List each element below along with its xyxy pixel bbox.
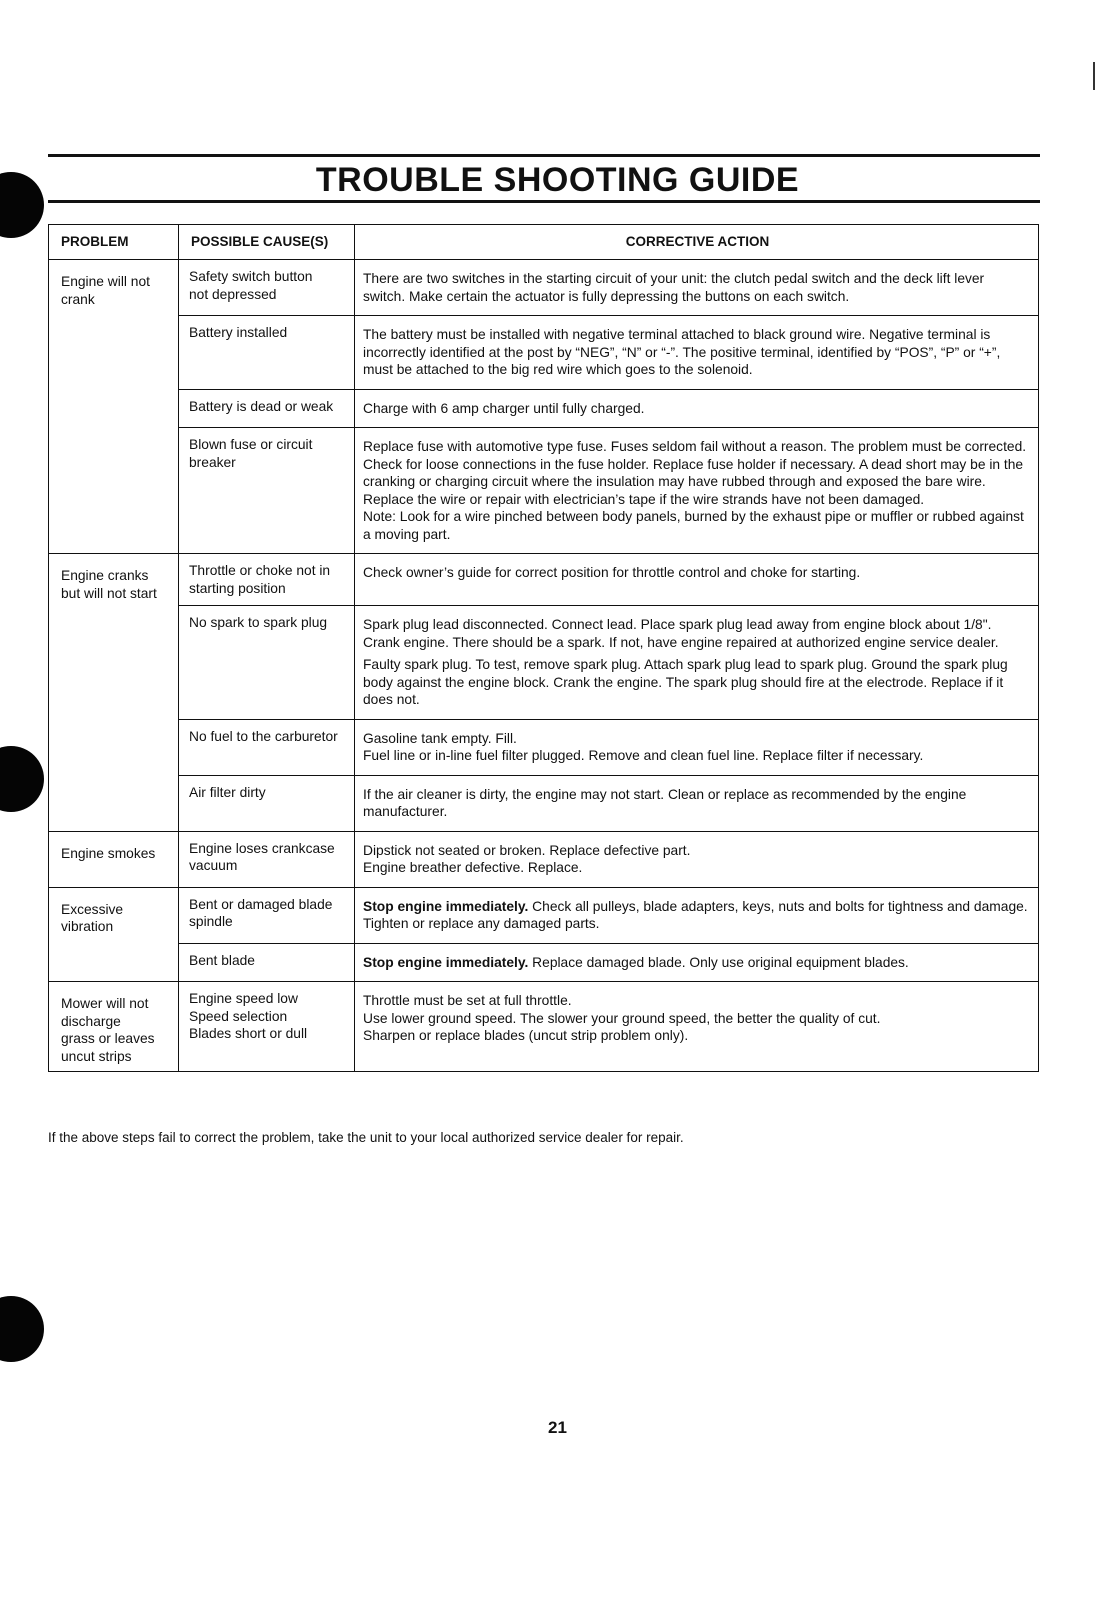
action-text: Note: Look for a wire pinched between body panels, burned by the exhaust pipe or muffler or rubbed against a moving part.	[363, 509, 1024, 542]
cause-text: Bent or damaged blade	[189, 896, 333, 912]
problem-text: Mower will not	[61, 996, 149, 1011]
table-row	[49, 260, 1039, 316]
header-problem: PROBLEM	[49, 225, 179, 260]
action-cell	[355, 554, 1039, 606]
cause-text: breaker	[189, 454, 236, 470]
title-rule-bottom	[48, 200, 1040, 203]
cause-text: No fuel to the carburetor	[189, 728, 338, 744]
action-text: Check owner’s guide for correct position for throttle control and choke for starting.	[363, 565, 861, 580]
action-text: Check all pulleys, blade adapters, keys, nuts and bolts for tightness and damage. Tighten or replace any damaged parts.	[363, 898, 1028, 931]
action-text: Sharpen or replace blades (uncut strip problem only).	[363, 1028, 689, 1043]
cause-cell	[179, 260, 355, 316]
action-text: Use lower ground speed. The slower your ground speed, the better the quality of cut.	[363, 1010, 881, 1026]
table-row	[49, 775, 1039, 831]
problem-text: Engine cranks	[61, 568, 149, 583]
title-rule-top	[48, 154, 1040, 157]
cause-cell	[179, 554, 355, 606]
problem-text: Engine smokes	[61, 845, 156, 861]
action-cell	[355, 887, 1039, 943]
table-row	[49, 554, 1039, 606]
table-row	[49, 316, 1039, 390]
action-cell	[355, 982, 1039, 1072]
cause-cell	[179, 982, 355, 1072]
action-text: Dipstick not seated or broken. Replace defective part.	[363, 842, 691, 858]
problem-text: but will not start	[61, 585, 157, 601]
table-row	[49, 719, 1039, 775]
header-cause: POSSIBLE CAUSE(S)	[179, 225, 355, 260]
action-text	[363, 898, 1028, 933]
problem-text: crank	[61, 291, 95, 307]
action-cell	[355, 831, 1039, 887]
problem-text: vibration	[61, 919, 114, 934]
action-warning-text: Stop engine immediately.	[363, 898, 529, 914]
problem-text: uncut strips	[61, 1048, 132, 1064]
table-row	[49, 887, 1039, 943]
problem-text: Excessive	[61, 901, 124, 917]
table-row	[49, 831, 1039, 887]
action-cell	[355, 260, 1039, 316]
page-number: 21	[548, 1418, 567, 1437]
cause-cell	[179, 316, 355, 390]
cause-text: vacuum	[189, 858, 238, 873]
cause-cell	[179, 428, 355, 554]
binder-hole	[0, 1296, 44, 1362]
cause-text: Engine speed low	[189, 991, 298, 1006]
cause-cell	[179, 887, 355, 943]
cause-text: starting position	[189, 580, 286, 596]
cause-text: No spark to spark plug	[189, 615, 328, 630]
troubleshooting-table	[48, 224, 1039, 1072]
action-text: Faulty spark plug. To test, remove spark plug. Attach spark plug lead to spark plug. Ground the spark plug body against the engine block. Crank the engine. The spark plug should fire at the electrode. Replace if it does not.	[363, 657, 1008, 707]
action-text: Replace fuse with automotive type fuse. Fuses seldom fail without a reason. The problem must be corrected. Check for loose connections in the fuse holder. Replace fuse holder if necessary. A dead short may be in the cranking or charging circuit where the insulation may have rubbed through and exposed the bare wire. Replace the wire or repair with electrician’s tape if the wire strands have not been damaged.	[363, 439, 1027, 507]
action-cell	[355, 775, 1039, 831]
table-body	[49, 260, 1039, 1072]
cause-text: spindle	[189, 914, 233, 929]
table-row	[49, 428, 1039, 554]
action-cell	[355, 943, 1039, 982]
cause-text: Blown fuse or circuit	[189, 437, 313, 452]
problem-cell	[49, 831, 179, 887]
action-text: There are two switches in the starting circuit of your unit: the clutch pedal switch and the deck lift lever switch. Make certain the actuator is fully depressing the buttons on each switch.	[363, 271, 985, 304]
cause-cell	[179, 831, 355, 887]
cause-text: Air filter dirty	[189, 784, 266, 800]
action-text: Fuel line or in-line fuel filter plugged. Remove and clean fuel line. Replace filter if necessary.	[363, 748, 924, 763]
problem-text: grass or leaves	[61, 1031, 155, 1046]
cause-cell	[179, 606, 355, 720]
cause-text: Blades short or dull	[189, 1026, 308, 1041]
action-text: If the air cleaner is dirty, the engine may not start. Clean or replace as recommended by the engine manufacturer.	[363, 786, 967, 819]
cause-text: Speed selection	[189, 1008, 288, 1024]
problem-cell	[49, 887, 179, 982]
problem-cell	[49, 982, 179, 1072]
action-cell	[355, 316, 1039, 390]
table-row	[49, 943, 1039, 982]
page-title: TROUBLE SHOOTING GUIDE	[315, 161, 800, 199]
action-text: Throttle must be set at full throttle.	[363, 993, 572, 1008]
problem-cell	[49, 260, 179, 554]
action-text: Spark plug lead disconnected. Connect lead. Place spark plug lead away from engine block about 1/8". Crank engine. There should be a spark. If not, have engine repaired at authorized engine service dealer.	[363, 617, 999, 650]
cause-cell	[179, 719, 355, 775]
cause-text: Safety switch button	[189, 269, 313, 284]
action-cell	[355, 719, 1039, 775]
cause-text: Throttle or choke not in	[189, 563, 331, 578]
cause-text: Bent blade	[189, 952, 255, 968]
cause-text: Battery is dead or weak	[189, 398, 334, 414]
action-cell	[355, 606, 1039, 720]
action-text: The battery must be installed with negative terminal attached to black ground wire. Negative terminal is incorrectly identified at the post by “NEG”, “N” or “-”. The positive terminal, identified by “POS”, “P” or “+”, must be attached to the big red wire which goes to the solenoid.	[363, 327, 1001, 377]
action-text	[363, 954, 1028, 972]
binder-hole	[0, 746, 44, 812]
action-text: Replace damaged blade. Only use original equipment blades.	[528, 954, 909, 970]
cause-text: not depressed	[189, 286, 277, 302]
table-row	[49, 982, 1039, 1072]
table-row	[49, 606, 1039, 720]
footer-note: If the above steps fail to correct the problem, take the unit to your local authorized service dealer for repair.	[48, 1130, 684, 1145]
scan-artifact-mark	[1093, 62, 1095, 90]
problem-cell	[49, 554, 179, 832]
action-warning-text: Stop engine immediately.	[363, 954, 529, 970]
table-row	[49, 389, 1039, 428]
action-text: Engine breather defective. Replace.	[363, 860, 583, 875]
cause-text: Engine loses crankcase	[189, 840, 335, 856]
action-text: Charge with 6 amp charger until fully charged.	[363, 400, 645, 416]
cause-cell	[179, 943, 355, 982]
action-text: Gasoline tank empty. Fill.	[363, 730, 517, 746]
cause-cell	[179, 389, 355, 428]
action-cell	[355, 428, 1039, 554]
header-action: CORRECTIVE ACTION	[355, 225, 1039, 260]
action-cell	[355, 389, 1039, 428]
table-header-row	[49, 225, 1039, 260]
problem-text: Engine will not	[61, 274, 150, 289]
problem-text: discharge	[61, 1013, 121, 1029]
cause-cell	[179, 775, 355, 831]
cause-text: Battery installed	[189, 325, 288, 340]
